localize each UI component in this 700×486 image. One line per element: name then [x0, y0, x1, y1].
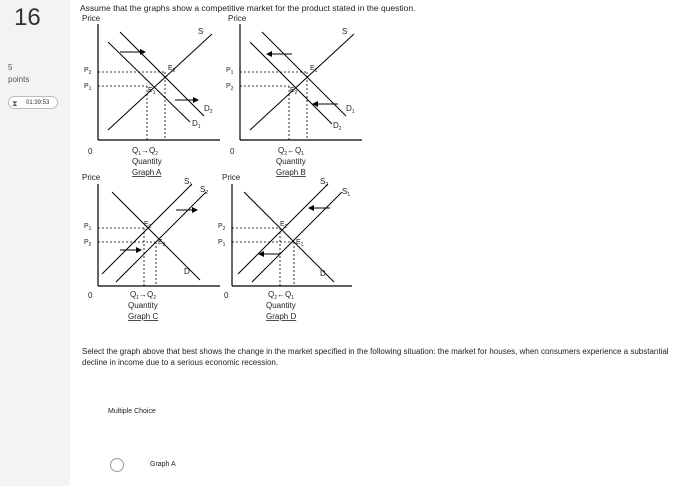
graph-b — [222, 12, 372, 177]
graph-c-p2-tick: $P_2$ — [84, 239, 92, 248]
graph-c-quantity-label: Quantity — [128, 301, 158, 310]
graph-c-price-label: Price — [82, 173, 101, 182]
graph-a-quantity-label: Quantity — [132, 157, 162, 166]
option-graph-a[interactable] — [110, 456, 230, 474]
graph-a-p2-tick: $P_2$ — [84, 67, 92, 76]
question-title: Assume that the graphs show a competitive market for the product stated in the question. — [80, 3, 416, 13]
graph-b-e1-label: $E_1$ — [310, 65, 318, 74]
points-value: 5 — [8, 63, 13, 72]
hourglass-icon: ⧗ — [12, 99, 18, 108]
graph-c-qty-tick: $Q_1\to Q_2$ — [130, 290, 157, 301]
graph-b-p1-tick: $P_1$ — [226, 67, 234, 76]
graph-a-d2-label: $D_2$ — [204, 104, 213, 115]
graph-b-p2-tick: $P_2$ — [226, 83, 234, 92]
timer-badge[interactable] — [8, 96, 58, 109]
points-info — [8, 62, 29, 86]
graph-b-qty-tick: $Q_2\leftarrow Q_1$ — [278, 146, 305, 157]
graph-b-supply-label: S — [342, 27, 348, 36]
graph-d-qty-tick: $Q_2\leftarrow Q_1$ — [268, 290, 295, 301]
graph-d — [218, 170, 368, 335]
graph-d-e2-label: $E_2$ — [280, 221, 288, 230]
question-number: 16 — [14, 4, 41, 31]
graph-d-e1-label: $E_1$ — [296, 239, 304, 248]
graph-a-e1-label: $E_1$ — [148, 87, 156, 96]
graph-d-caption: Graph D — [266, 312, 297, 321]
timer-value: 01:39:53 — [26, 100, 50, 106]
graph-b-e2-label: $E_2$ — [290, 87, 298, 96]
graph-b-d2-label: $D_2$ — [333, 121, 342, 132]
graph-c — [80, 170, 230, 335]
graph-d-d-label: D — [320, 269, 326, 278]
graph-c-p1-tick: $P_1$ — [84, 223, 92, 232]
graph-b-caption: Graph B — [276, 168, 306, 177]
graph-c-s1-label: $S_1$ — [184, 177, 193, 188]
graph-d-quantity-label: Quantity — [266, 301, 296, 310]
graph-c-d-label: D — [184, 267, 190, 276]
answer-type-label: Multiple Choice — [108, 408, 156, 415]
graph-c-caption: Graph C — [128, 312, 159, 321]
graph-b-origin: 0 — [230, 147, 235, 156]
question-sidebar — [0, 0, 70, 486]
graph-a-origin: 0 — [88, 147, 93, 156]
graph-c-e2-label: $E_2$ — [158, 239, 166, 248]
graph-d-p1-tick: $P_1$ — [218, 239, 226, 248]
graph-b-quantity-label: Quantity — [276, 157, 306, 166]
radio-button[interactable] — [110, 458, 124, 472]
graph-c-origin: 0 — [88, 291, 93, 300]
graph-a-d1-label: $D_1$ — [192, 119, 201, 130]
question-prompt: Select the graph above that best shows the change in the market specified in the following situation: the market for houses, when consumers experience a substantial decline in income due to a serious economic recession. — [82, 347, 669, 367]
graph-a — [80, 12, 230, 177]
graph-d-origin: 0 — [224, 291, 229, 300]
graph-a-caption: Graph A — [132, 168, 162, 177]
graph-d-p2-tick: $P_2$ — [218, 223, 226, 232]
graph-d-s2-label: $S_2$ — [320, 177, 329, 188]
option-label: Graph A — [150, 461, 176, 468]
graph-b-d1-label: $D_1$ — [346, 104, 355, 115]
graph-b-price-label: Price — [228, 14, 247, 23]
graph-c-s2-label: $S_2$ — [200, 185, 209, 196]
graph-a-p1-tick: $P_1$ — [84, 83, 92, 92]
graph-d-price-label: Price — [222, 173, 241, 182]
graph-d-s1-label: $S_1$ — [342, 187, 351, 198]
graph-c-e1-label: $E_1$ — [144, 221, 152, 230]
points-label: points — [8, 75, 30, 84]
graph-a-qty-tick: $Q_1\to Q_2$ — [132, 146, 159, 157]
graph-a-price-label: Price — [82, 14, 101, 23]
graph-a-supply-label: S — [198, 27, 204, 36]
graph-a-e2-label: $E_2$ — [168, 65, 176, 74]
